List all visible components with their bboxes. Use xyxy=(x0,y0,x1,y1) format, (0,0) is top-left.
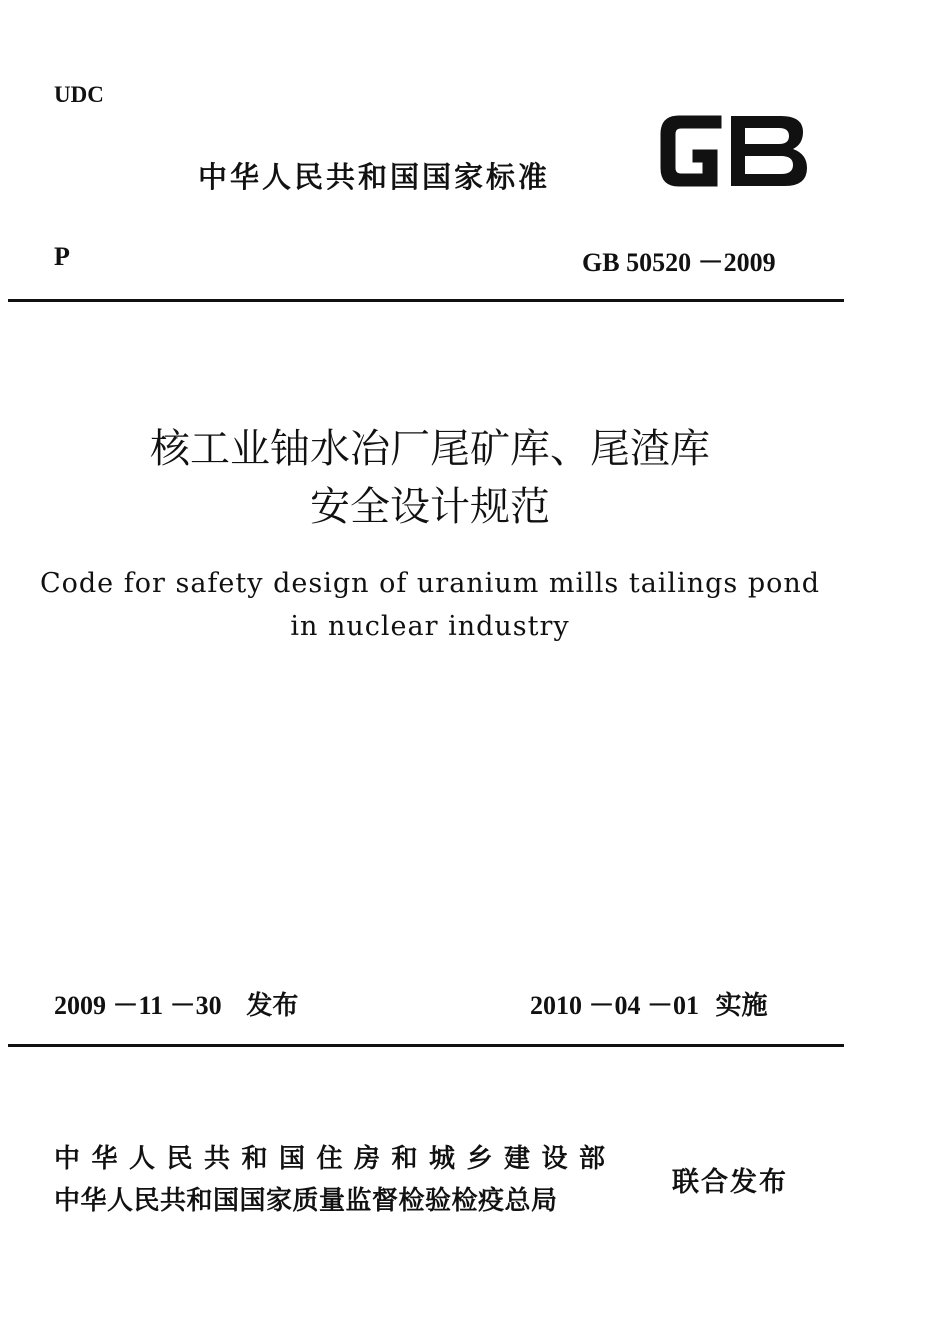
publisher-line2: 中华人民共和国国家质量监督检验检疫总局 xyxy=(54,1186,558,1216)
gb-logo xyxy=(655,110,811,192)
title-english-line2: in nuclear industry xyxy=(290,611,570,642)
title-chinese xyxy=(0,420,860,536)
classification-code: P xyxy=(54,242,70,271)
standard-number: GB 50520 －2009 xyxy=(582,248,776,277)
issue-date: 2009 －11 －30 xyxy=(54,991,222,1020)
effective-date: 2010 －04 －01 xyxy=(530,991,700,1020)
title-english xyxy=(0,562,860,648)
effective-date-row xyxy=(530,985,768,1022)
title-chinese-line2: 安全设计规范 xyxy=(310,484,550,530)
bottom-divider xyxy=(8,1044,844,1047)
title-chinese-line1: 核工业铀水冶厂尾矿库、尾渣库 xyxy=(150,426,710,472)
issue-label: 发布 xyxy=(246,991,299,1021)
top-divider xyxy=(8,299,844,302)
title-english-line1: Code for safety design of uranium mills tailings pond xyxy=(39,568,821,599)
joint-publish-label: 联合发布 xyxy=(672,1167,788,1198)
issue-date-row xyxy=(54,985,298,1022)
effective-label: 实施 xyxy=(715,991,768,1021)
standard-type-title: 中华人民共和国国家标准 xyxy=(198,160,551,194)
publisher-line1: 中华人民共和国住房和城乡建设部 xyxy=(54,1144,617,1174)
udc-label: UDC xyxy=(54,82,104,107)
